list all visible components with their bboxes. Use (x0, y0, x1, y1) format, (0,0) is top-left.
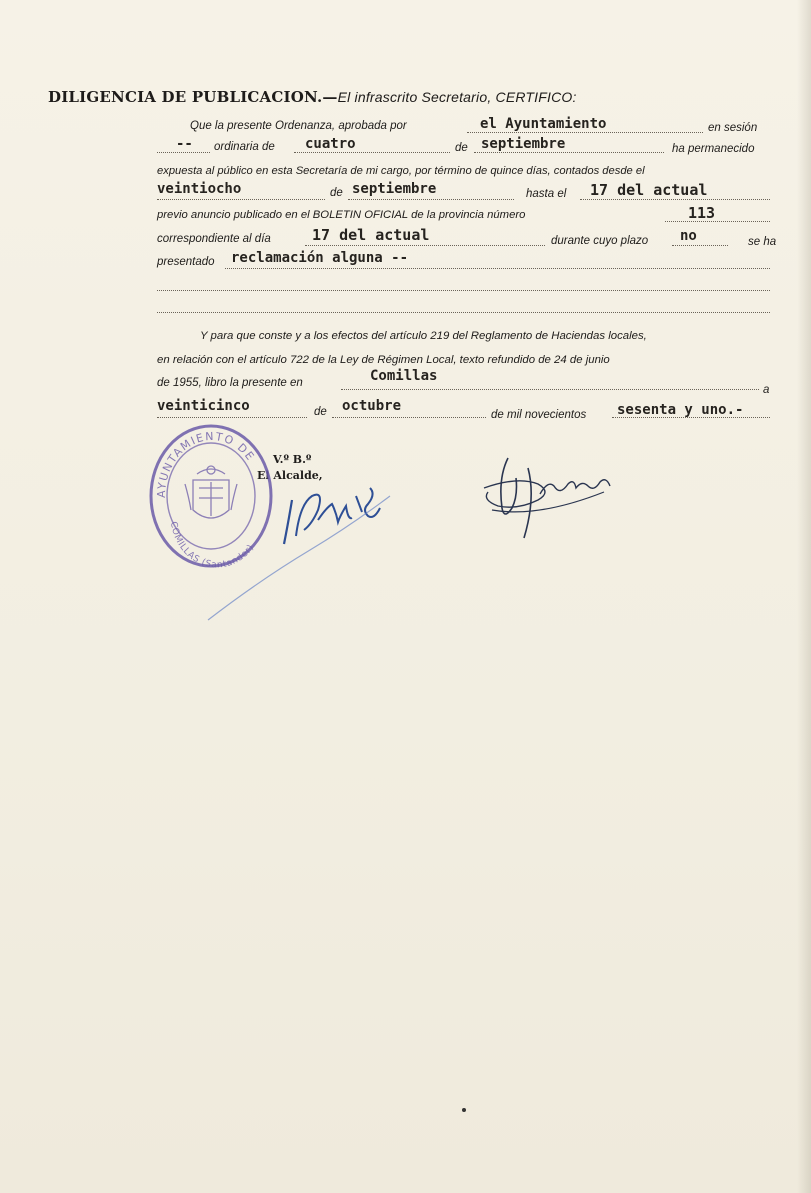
line-4-typed-c: 17 del actual (590, 181, 708, 199)
line-1-text-a: Que la presente Ordenanza, aprobada por (190, 120, 407, 132)
line-2-text-b: de (455, 142, 468, 154)
line-11-typed-a: veinticinco (157, 398, 250, 414)
heading-subtitle: El infrascrito Secretario, CERTIFICO: (337, 89, 577, 105)
line-1-typed: el Ayuntamiento (480, 116, 607, 132)
line-6-typed-a: 17 del actual (312, 226, 430, 244)
line-6-text-a: correspondiente al día (157, 233, 271, 245)
line-2-typed-a: -- (176, 136, 193, 152)
line-2-text-c: ha permanecido (672, 143, 755, 155)
line-5-fill (665, 221, 770, 222)
line-10-text-a: de 1955, libro la presente en (157, 377, 303, 389)
line-10-fill (341, 389, 759, 390)
line-6-typed-b: no (680, 228, 697, 244)
line-7-text: presentado (157, 256, 215, 268)
line-2-fill-b (294, 152, 450, 153)
document-heading (48, 88, 577, 106)
stamp-text-top: AYUNTAMIENTO DE (154, 429, 258, 499)
alcalde-signature (200, 460, 400, 630)
line-4-text-a: de (330, 187, 343, 199)
line-9-text: en relación con el artículo 722 de la Ley de Régimen Local, texto refundido de 24 de junio (157, 354, 610, 366)
line-1-text-b: en sesión (708, 122, 758, 134)
line-10-typed: Comillas (370, 368, 438, 384)
line-6-text-b: durante cuyo plazo (551, 235, 649, 247)
line-3-text: expuesta al público en esta Secretaría de mi cargo, por término de quince días, contados desde el (157, 165, 645, 177)
secretary-signature (478, 448, 628, 548)
line-8-text: Y para que conste y a los efectos del artículo 219 del Reglamento de Haciendas locales, (200, 330, 647, 342)
approval-alcalde: El Alcalde, (257, 469, 323, 482)
blank-rule-1 (157, 290, 770, 291)
line-2-fill-c (474, 152, 664, 153)
line-5-typed: 113 (688, 204, 716, 222)
line-11-text-a: de (314, 406, 327, 418)
page-edge-shadow (797, 0, 811, 1193)
line-4-text-b: hasta el (526, 188, 567, 200)
approval-vb: V.º B.º (273, 453, 312, 466)
line-4-fill-b (348, 199, 514, 200)
line-10-text-b: a (763, 384, 770, 396)
paper-speck (462, 1108, 466, 1112)
line-7-fill (225, 268, 770, 269)
heading-title: DILIGENCIA DE PUBLICACION.— (48, 88, 338, 106)
blank-rule-2 (157, 312, 770, 313)
line-6-fill-b (672, 245, 728, 246)
line-2-typed-c: septiembre (481, 136, 566, 152)
line-2-fill-a (157, 152, 210, 153)
line-4-fill-c (580, 199, 770, 200)
stamp-text-bottom: COMILLAS (Santander) (167, 520, 257, 570)
line-11-typed-c: sesenta y uno.- (617, 402, 744, 418)
line-11-text-b: de mil novecientos (491, 409, 587, 421)
line-11-fill-b (332, 417, 486, 418)
line-1-fill (467, 132, 703, 133)
line-6-text-c: se ha (748, 236, 777, 248)
line-4-fill-a (157, 199, 325, 200)
line-4-typed-a: veintiocho (157, 181, 242, 197)
line-4-typed-b: septiembre (352, 181, 437, 197)
line-2-text-a: ordinaria de (214, 141, 275, 153)
line-5-text: previo anuncio publicado en el BOLETIN OFICIAL de la provincia número (157, 209, 526, 221)
line-11-typed-b: octubre (342, 398, 402, 414)
line-7-typed: reclamación alguna -- (231, 250, 409, 266)
line-2-typed-b: cuatro (305, 136, 356, 152)
line-6-fill-a (305, 245, 545, 246)
